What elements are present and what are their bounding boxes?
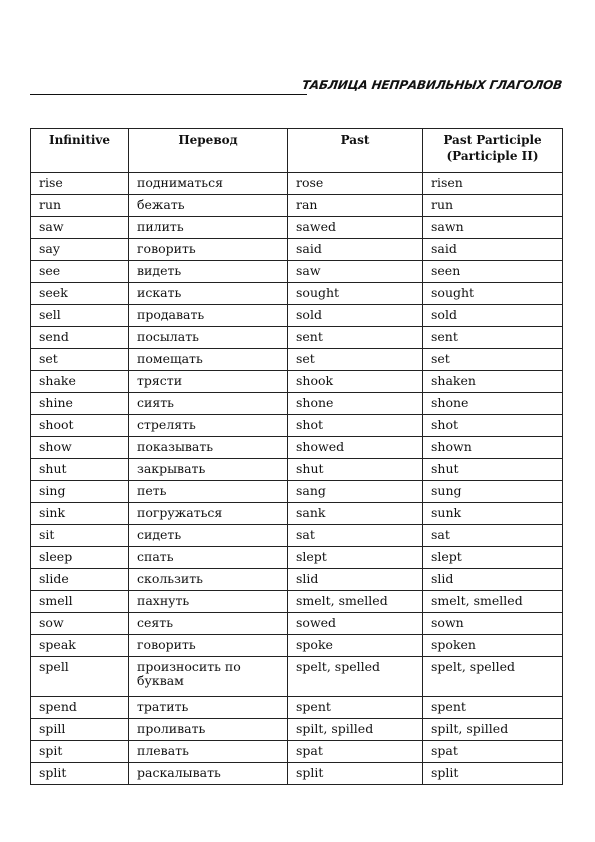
past-cell: spat [288,741,423,763]
column-header-infinitive: Infinitive [31,129,129,173]
irregular-verbs-table [30,128,563,785]
infinitive-cell: shoot [31,415,129,437]
infinitive-cell: shake [31,371,129,393]
past-participle-cell: set [423,349,563,371]
table-row [31,327,563,349]
translation-cell: показывать [129,437,288,459]
translation-cell: закрывать [129,459,288,481]
past-participle-cell: risen [423,173,563,195]
past-cell: smelt, smelled [288,591,423,613]
past-participle-cell: smelt, smelled [423,591,563,613]
past-participle-cell: spelt, spelled [423,657,563,697]
translation-cell: сиять [129,393,288,415]
table-row [31,525,563,547]
past-participle-cell: sent [423,327,563,349]
infinitive-cell: spend [31,697,129,719]
translation-cell: произносить по буквам [129,657,288,697]
translation-cell: трясти [129,371,288,393]
past-participle-cell: sunk [423,503,563,525]
infinitive-cell: saw [31,217,129,239]
translation-cell: видеть [129,261,288,283]
infinitive-cell: seek [31,283,129,305]
past-cell: spoke [288,635,423,657]
table-row [31,261,563,283]
infinitive-cell: say [31,239,129,261]
translation-cell: искать [129,283,288,305]
past-cell: sat [288,525,423,547]
past-participle-cell: said [423,239,563,261]
infinitive-cell: split [31,763,129,785]
past-cell: sought [288,283,423,305]
infinitive-cell: sell [31,305,129,327]
past-participle-cell: shone [423,393,563,415]
column-header-past: Past [288,129,423,173]
page-header [30,78,562,100]
past-cell: sowed [288,613,423,635]
table-row [31,459,563,481]
infinitive-cell: run [31,195,129,217]
translation-cell: говорить [129,635,288,657]
past-cell: saw [288,261,423,283]
infinitive-cell: slide [31,569,129,591]
table-row [31,635,563,657]
translation-cell: продавать [129,305,288,327]
past-cell: sent [288,327,423,349]
translation-cell: раскалывать [129,763,288,785]
infinitive-cell: spit [31,741,129,763]
page-title: ТАБЛИЦА НЕПРАВИЛЬНЫХ ГЛАГОЛОВ [300,78,563,92]
infinitive-cell: show [31,437,129,459]
past-participle-cell: shot [423,415,563,437]
past-participle-cell: sought [423,283,563,305]
infinitive-cell: sow [31,613,129,635]
translation-cell: плевать [129,741,288,763]
past-participle-cell: spilt, spilled [423,719,563,741]
past-participle-cell: slept [423,547,563,569]
past-participle-cell: run [423,195,563,217]
past-participle-cell: shut [423,459,563,481]
past-cell: slept [288,547,423,569]
translation-cell: посылать [129,327,288,349]
past-cell: showed [288,437,423,459]
infinitive-cell: see [31,261,129,283]
past-participle-cell: seen [423,261,563,283]
infinitive-cell: set [31,349,129,371]
infinitive-cell: send [31,327,129,349]
past-cell: shot [288,415,423,437]
translation-cell: подниматься [129,173,288,195]
past-cell: sang [288,481,423,503]
past-participle-cell: sat [423,525,563,547]
table-row [31,283,563,305]
past-cell: rose [288,173,423,195]
translation-cell: проливать [129,719,288,741]
translation-cell: погружаться [129,503,288,525]
table-row [31,569,563,591]
past-cell: shone [288,393,423,415]
past-participle-cell: sawn [423,217,563,239]
infinitive-cell: speak [31,635,129,657]
table-row [31,503,563,525]
past-cell: sank [288,503,423,525]
table-row [31,173,563,195]
translation-cell: бежать [129,195,288,217]
table-row [31,657,563,697]
table-row [31,437,563,459]
translation-cell: петь [129,481,288,503]
infinitive-cell: rise [31,173,129,195]
past-participle-cell: spent [423,697,563,719]
past-participle-cell: sold [423,305,563,327]
infinitive-cell: sit [31,525,129,547]
infinitive-cell: shine [31,393,129,415]
translation-cell: пахнуть [129,591,288,613]
past-participle-cell: split [423,763,563,785]
past-participle-cell: spoken [423,635,563,657]
table-row [31,719,563,741]
table-row [31,195,563,217]
past-participle-cell: slid [423,569,563,591]
table-row [31,741,563,763]
table-row [31,591,563,613]
header-rule [30,94,307,95]
past-cell: set [288,349,423,371]
past-cell: slid [288,569,423,591]
column-header-translation: Перевод [129,129,288,173]
table-row [31,393,563,415]
infinitive-cell: sing [31,481,129,503]
table-row [31,217,563,239]
translation-cell: сеять [129,613,288,635]
table-header-row [31,129,563,173]
past-participle-cell: sown [423,613,563,635]
table-row [31,763,563,785]
table-row [31,349,563,371]
translation-cell: спать [129,547,288,569]
past-participle-cell: shaken [423,371,563,393]
past-cell: ran [288,195,423,217]
past-cell: sawed [288,217,423,239]
translation-cell: помещать [129,349,288,371]
table-row [31,547,563,569]
table-row [31,371,563,393]
past-participle-cell: spat [423,741,563,763]
infinitive-cell: shut [31,459,129,481]
past-cell: spent [288,697,423,719]
table-row [31,239,563,261]
column-header-past-participle: Past Participle (Participle II) [423,129,563,173]
past-cell: shook [288,371,423,393]
past-cell: sold [288,305,423,327]
past-participle-cell: sung [423,481,563,503]
translation-cell: тратить [129,697,288,719]
past-participle-cell: shown [423,437,563,459]
table-row [31,613,563,635]
translation-cell: скользить [129,569,288,591]
table-row [31,415,563,437]
infinitive-cell: smell [31,591,129,613]
infinitive-cell: sleep [31,547,129,569]
past-cell: shut [288,459,423,481]
past-cell: spilt, spilled [288,719,423,741]
past-cell: spelt, spelled [288,657,423,697]
infinitive-cell: spell [31,657,129,697]
table-row [31,697,563,719]
past-cell: said [288,239,423,261]
past-cell: split [288,763,423,785]
translation-cell: сидеть [129,525,288,547]
infinitive-cell: sink [31,503,129,525]
translation-cell: стрелять [129,415,288,437]
infinitive-cell: spill [31,719,129,741]
translation-cell: говорить [129,239,288,261]
table-row [31,481,563,503]
table-row [31,305,563,327]
translation-cell: пилить [129,217,288,239]
